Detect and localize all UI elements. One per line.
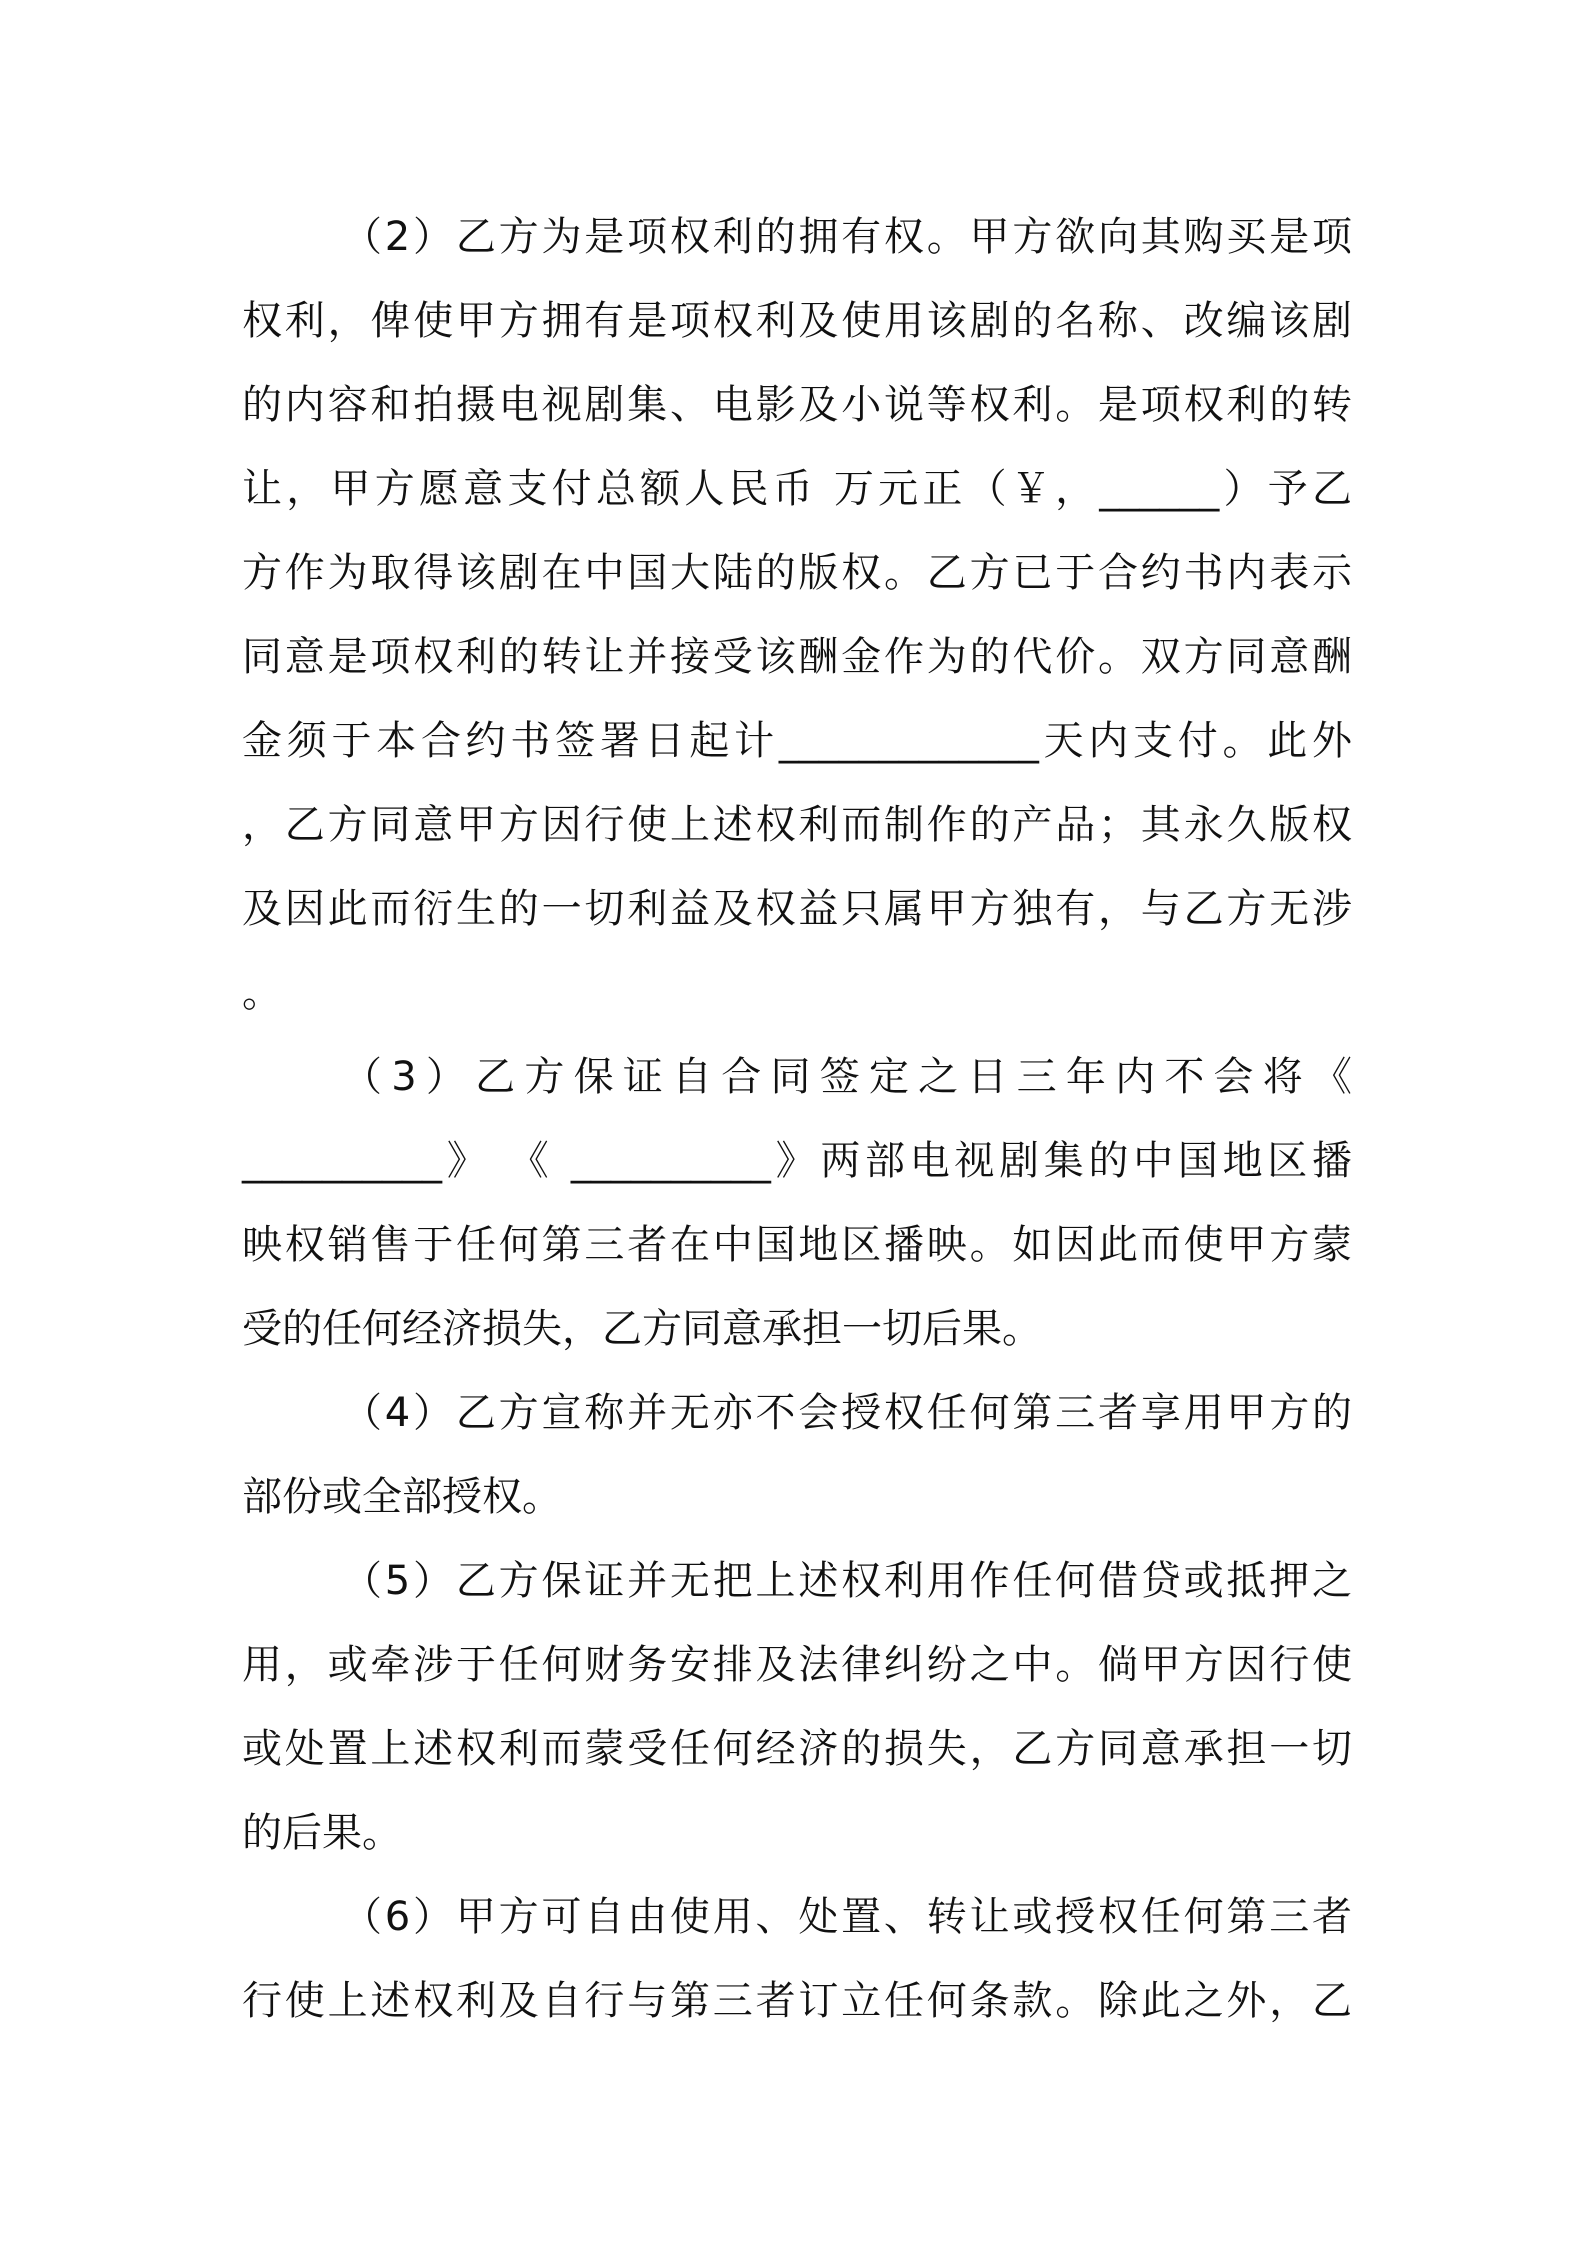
- clause-2-line-6: 同意是项权利的转让并接受该酬金作为的代价。双方同意酬: [242, 634, 1352, 680]
- clause-2-line-5: 方作为取得该剧在中国大陆的版权。乙方已于合约书内表示: [242, 550, 1352, 596]
- clause-6-line-2: 行使上述权利及自行与第三者订立任何条款。除此之外，乙: [242, 1978, 1352, 2024]
- clause-5-line-2: 用，或牵涉于任何财务安排及法律纠纷之中。倘甲方因行使: [242, 1642, 1352, 1688]
- clause-3-line-3: 映权销售于任何第三者在中国地区播映。如因此而使甲方蒙: [242, 1222, 1352, 1268]
- clause-6-line-1: （6）甲方可自由使用、处置、转让或授权任何第三者: [342, 1894, 1352, 1940]
- clause-2-line-8: ，乙方同意甲方因行使上述权利而制作的产品；其永久版权: [242, 802, 1352, 848]
- clause-2-line-1: （2）乙方为是项权利的拥有权。甲方欲向其购买是项: [342, 214, 1352, 260]
- clause-2-line-7: 金须于本合约书签署日起计_____________天内支付。此外: [242, 718, 1352, 764]
- clause-2-line-10: 。: [242, 970, 282, 1016]
- clause-3-line-2: __________》 《 __________》两部电视剧集的中国地区播: [242, 1138, 1352, 1184]
- clause-5-line-1: （5）乙方保证并无把上述权利用作任何借贷或抵押之: [342, 1558, 1352, 1604]
- clause-3-line-1: （3）乙方保证自合同签定之日三年内不会将《: [342, 1054, 1352, 1100]
- contract-body: [242, 195, 1352, 2043]
- clause-5-line-4: 的后果。: [242, 1810, 402, 1856]
- clause-2-line-2: 权利，俾使甲方拥有是项权利及使用该剧的名称、改编该剧: [242, 298, 1352, 344]
- clause-4-line-2: 部份或全部授权。: [242, 1474, 562, 1520]
- clause-2-line-3: 的内容和拍摄电视剧集、电影及小说等权利。是项权利的转: [242, 382, 1352, 428]
- clause-5-line-3: 或处置上述权利而蒙受任何经济的损失，乙方同意承担一切: [242, 1726, 1352, 1772]
- clause-2-line-4: 让，甲方愿意支付总额人民币 万元正（￥，______）予乙: [242, 466, 1352, 512]
- clause-2-line-9: 及因此而衍生的一切利益及权益只属甲方独有，与乙方无涉: [242, 886, 1352, 932]
- clause-4-line-1: （4）乙方宣称并无亦不会授权任何第三者享用甲方的: [342, 1390, 1352, 1436]
- clause-3-line-4: 受的任何经济损失，乙方同意承担一切后果。: [242, 1306, 1042, 1352]
